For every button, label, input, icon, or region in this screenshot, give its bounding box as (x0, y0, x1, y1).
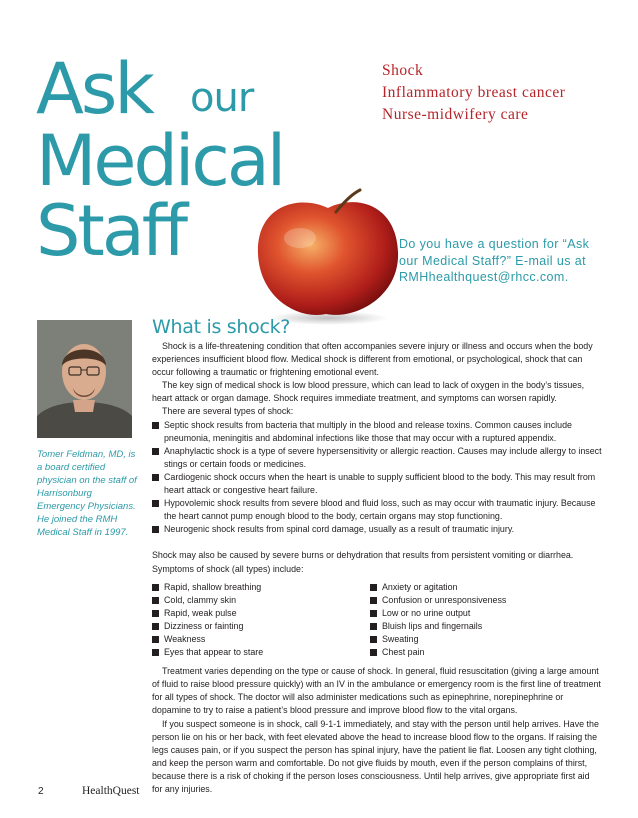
list-item-text: Cold, clammy skin (164, 594, 237, 605)
symptoms-list (152, 581, 602, 660)
article-paragraph: There are several types of shock: (162, 406, 294, 417)
list-item (152, 620, 370, 633)
list-item (152, 646, 370, 659)
title-our: our (190, 75, 254, 121)
list-item-text: Rapid, shallow breathing (164, 581, 262, 592)
bullet-icon (370, 584, 377, 591)
title-staff: Staff (36, 190, 186, 272)
bullet-icon (152, 448, 159, 455)
question-line: RMHhealthquest@rhcc.com. (399, 270, 569, 284)
article-paragraph: Shock may also be caused by severe burns or dehydration that results from persistent vomiting or diarrhea. Symptoms of shock (all types) include: (152, 550, 574, 574)
list-item-text: Chest pain (382, 647, 425, 658)
list-item (152, 523, 602, 536)
list-item-text: Sweating (382, 633, 419, 644)
symptoms-column-left (152, 581, 370, 660)
bullet-icon (152, 623, 159, 630)
bullet-icon (152, 422, 159, 429)
list-item-text: Septic shock results from bacteria that multiply in the blood and release toxins. Common causes include pneumonia, meningitis and abdominal infections like those that may occur with a ruptured appendix. (164, 419, 572, 443)
bullet-icon (370, 597, 377, 604)
bullet-icon (370, 649, 377, 656)
bullet-icon (370, 636, 377, 643)
bullet-icon (152, 500, 159, 507)
article-paragraph: Treatment varies depending on the type or cause of shock. In general, fluid resuscitation (giving a large amount of fluid to raise blood pressure quickly) with an IV in the ambulance or emergency room is the first line of treatment for all types of shock. The doctor will also administer medications such as epinephrine, norepinephrine or dopamine to try to raise a patient’s blood pressure and improve blood flow to the vital organs. (152, 666, 601, 716)
list-item (152, 581, 370, 594)
list-item (152, 419, 602, 445)
list-item (152, 633, 370, 646)
list-item-text: Low or no urine output (382, 607, 471, 618)
bullet-icon (370, 610, 377, 617)
list-item-text: Anaphylactic shock is a type of severe hypersensitivity or allergic reaction. Causes may include allergy to insect stings or certain foods or medicines. (164, 445, 602, 469)
list-item (370, 581, 588, 594)
bullet-icon (152, 526, 159, 533)
list-item-text: Rapid, weak pulse (164, 607, 237, 618)
list-item-text: Weakness (164, 633, 206, 644)
list-item-text: Dizziness or fainting (164, 620, 244, 631)
article (152, 316, 602, 796)
photo-caption: Tomer Feldman, MD, is a board certified physician on the staff of Harrisonburg Emergency Physicians. He joined the RMH Medical Staff in 1997. (37, 449, 137, 538)
bullet-icon (152, 636, 159, 643)
topic-item: Inflammatory breast cancer (382, 84, 566, 101)
list-item (152, 607, 370, 620)
list-item (152, 594, 370, 607)
article-heading: What is shock? (152, 316, 291, 338)
list-item-text: Eyes that appear to stare (164, 647, 264, 658)
list-item (370, 646, 588, 659)
list-item (370, 620, 588, 633)
shock-types-list (152, 419, 602, 537)
article-paragraph: Shock is a life-threatening condition that often accompanies severe injury or illness and occurs when the body experiences insufficient blood flow. Medical shock is different from emotional, or psychological, shock that can occur following a traumatic or frightening emotional event. (152, 341, 593, 378)
list-item (370, 607, 588, 620)
symptoms-column-right (370, 581, 588, 660)
list-item (152, 471, 602, 497)
bullet-icon (152, 474, 159, 481)
question-line: our Medical Staff?” E-mail us at (399, 253, 586, 268)
page-number: 2 (38, 786, 44, 797)
bullet-icon (152, 610, 159, 617)
list-item (152, 445, 602, 471)
bullet-icon (152, 649, 159, 656)
publication-name: HealthQuest (82, 785, 140, 797)
list-item-text: Cardiogenic shock occurs when the heart is unable to supply sufficient blood to the body. This may result from heart attack or congestive heart failure. (164, 471, 596, 496)
list-item (370, 594, 588, 607)
title-ask: Ask (36, 48, 152, 130)
topic-list (382, 60, 565, 126)
list-item-text: Bluish lips and fingernails (382, 620, 483, 631)
title-medical: Medical (36, 120, 284, 202)
topic-item: Nurse-midwifery care (382, 106, 529, 123)
bullet-icon (152, 597, 159, 604)
topic-item: Shock (382, 62, 424, 79)
list-item-text: Confusion or unresponsiveness (382, 594, 507, 605)
list-item-text: Neurogenic shock results from spinal cord damage, usually as a result of traumatic injury. (164, 524, 515, 535)
list-item-text: Anxiety or agitation (382, 581, 458, 592)
list-item-text: Hypovolemic shock results from severe blood and fluid loss, such as may occur with traumatic injury. Because the heart cannot pump enough blood to the body, certain organs may stop functioning. (164, 498, 596, 522)
question-prompt (399, 236, 609, 286)
article-paragraph: The key sign of medical shock is low blood pressure, which can lead to lack of oxygen in the body’s tissues, heart attack or organ damage. Shock requires immediate treatment, and symptoms can worsen rapidly. (152, 380, 585, 404)
doctor-photo (37, 320, 132, 438)
bullet-icon (152, 584, 159, 591)
list-item (370, 633, 588, 646)
article-paragraph: If you suspect someone is in shock, call 9-1-1 immediately, and stay with the person until help arrives. Have the person lie on his or her back, with feet elevated above the head to increase blood flow to the organs. If raising the legs causes pain, or if you suspect the person has spinal injury, have the patient lie flat. Loosen any tight clothing, and keep the person warm and comfortable. Do not give fluids by mouth, even if the person complains of thirst, because there is a risk of choking if the person loses consciousness. Until help arrives, give appropriate first aid for any injuries. (152, 718, 599, 794)
apple-image (248, 186, 408, 326)
list-item (152, 497, 602, 523)
question-line: Do you have a question for “Ask (399, 237, 590, 251)
bullet-icon (370, 623, 377, 630)
